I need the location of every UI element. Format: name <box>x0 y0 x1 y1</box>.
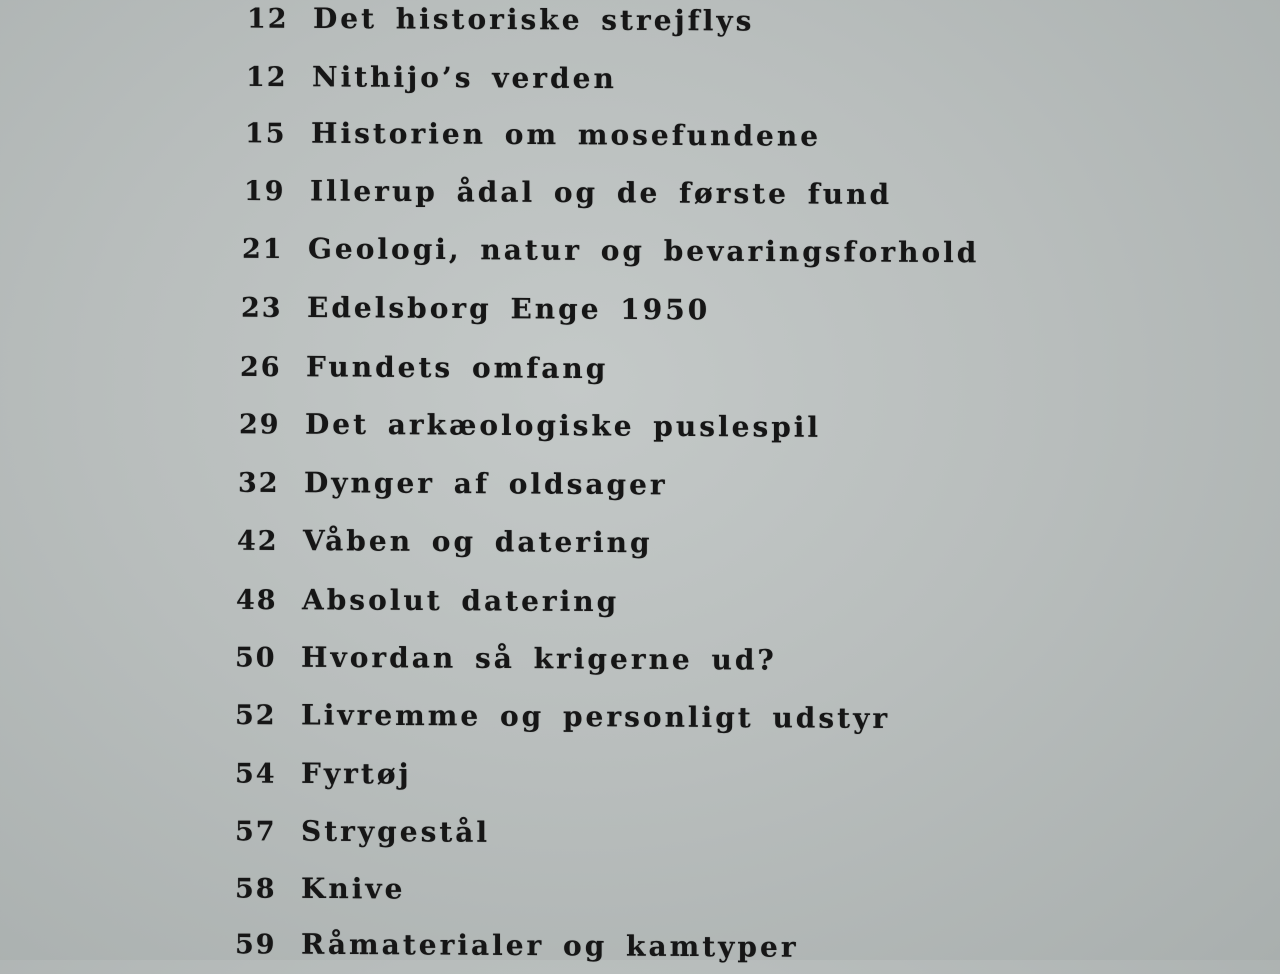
toc-page-number: 50 <box>235 642 277 674</box>
toc-entry <box>241 286 710 333</box>
toc-page-number: 23 <box>241 292 283 324</box>
toc-title: Dynger af oldsager <box>304 466 668 502</box>
toc-title: Fyrtøj <box>301 756 412 791</box>
toc-page-number: 58 <box>235 873 277 905</box>
toc-page-number: 29 <box>239 409 281 441</box>
toc-entry <box>235 809 490 855</box>
toc-entry <box>235 866 405 911</box>
toc-page-number: 21 <box>242 233 284 266</box>
toc-page-number: 54 <box>235 758 277 790</box>
toc-page-number: 57 <box>235 816 277 848</box>
toc-title: Strygestål <box>301 814 491 849</box>
toc-title: Absolut datering <box>302 583 620 619</box>
toc-entry <box>239 402 821 450</box>
toc-entry <box>235 635 777 682</box>
toc-entry <box>245 111 821 159</box>
toc-title: Edelsborg Enge 1950 <box>307 290 711 327</box>
toc-title: Nithijo’s verden <box>312 60 617 96</box>
toc-entry <box>244 169 892 217</box>
toc-page-number: 32 <box>238 467 280 499</box>
toc-entry <box>238 461 668 508</box>
toc-title: Geologi, natur og bevaringsforhold <box>308 232 980 270</box>
toc-entry <box>237 519 653 566</box>
toc-page-number: 15 <box>245 118 287 150</box>
toc-page-number: 12 <box>246 61 288 94</box>
toc-entry <box>235 922 799 969</box>
toc-page-number: 59 <box>235 929 277 961</box>
toc-page-number: 42 <box>237 525 279 557</box>
toc-entry <box>246 55 617 101</box>
toc-title: Det arkæologiske puslespil <box>305 407 822 444</box>
toc-title: Knive <box>301 871 406 906</box>
toc-title: Fundets omfang <box>306 350 609 386</box>
toc-title: Det historiske strejflys <box>313 1 755 38</box>
toc-entry <box>236 578 619 624</box>
toc-page-number: 48 <box>236 584 278 617</box>
toc-entry <box>247 0 754 44</box>
toc-title: Illerup ådal og de første fund <box>310 174 893 211</box>
toc-page-number: 26 <box>240 351 282 384</box>
toc-page-number: 12 <box>247 3 289 35</box>
toc-title: Våben og datering <box>303 524 653 560</box>
toc-page-number: 52 <box>235 699 277 732</box>
toc-title: Hvordan så krigerne ud? <box>301 640 777 677</box>
toc-title: Historien om mosefundene <box>311 116 822 153</box>
toc-entry <box>242 227 979 276</box>
toc-page-number: 19 <box>244 176 286 208</box>
toc-entry <box>235 693 890 741</box>
toc-entry <box>240 345 608 391</box>
toc-title: Råmaterialer og kamtyper <box>301 927 799 964</box>
toc-title: Livremme og personligt udstyr <box>301 698 891 736</box>
toc-entry <box>235 751 412 796</box>
